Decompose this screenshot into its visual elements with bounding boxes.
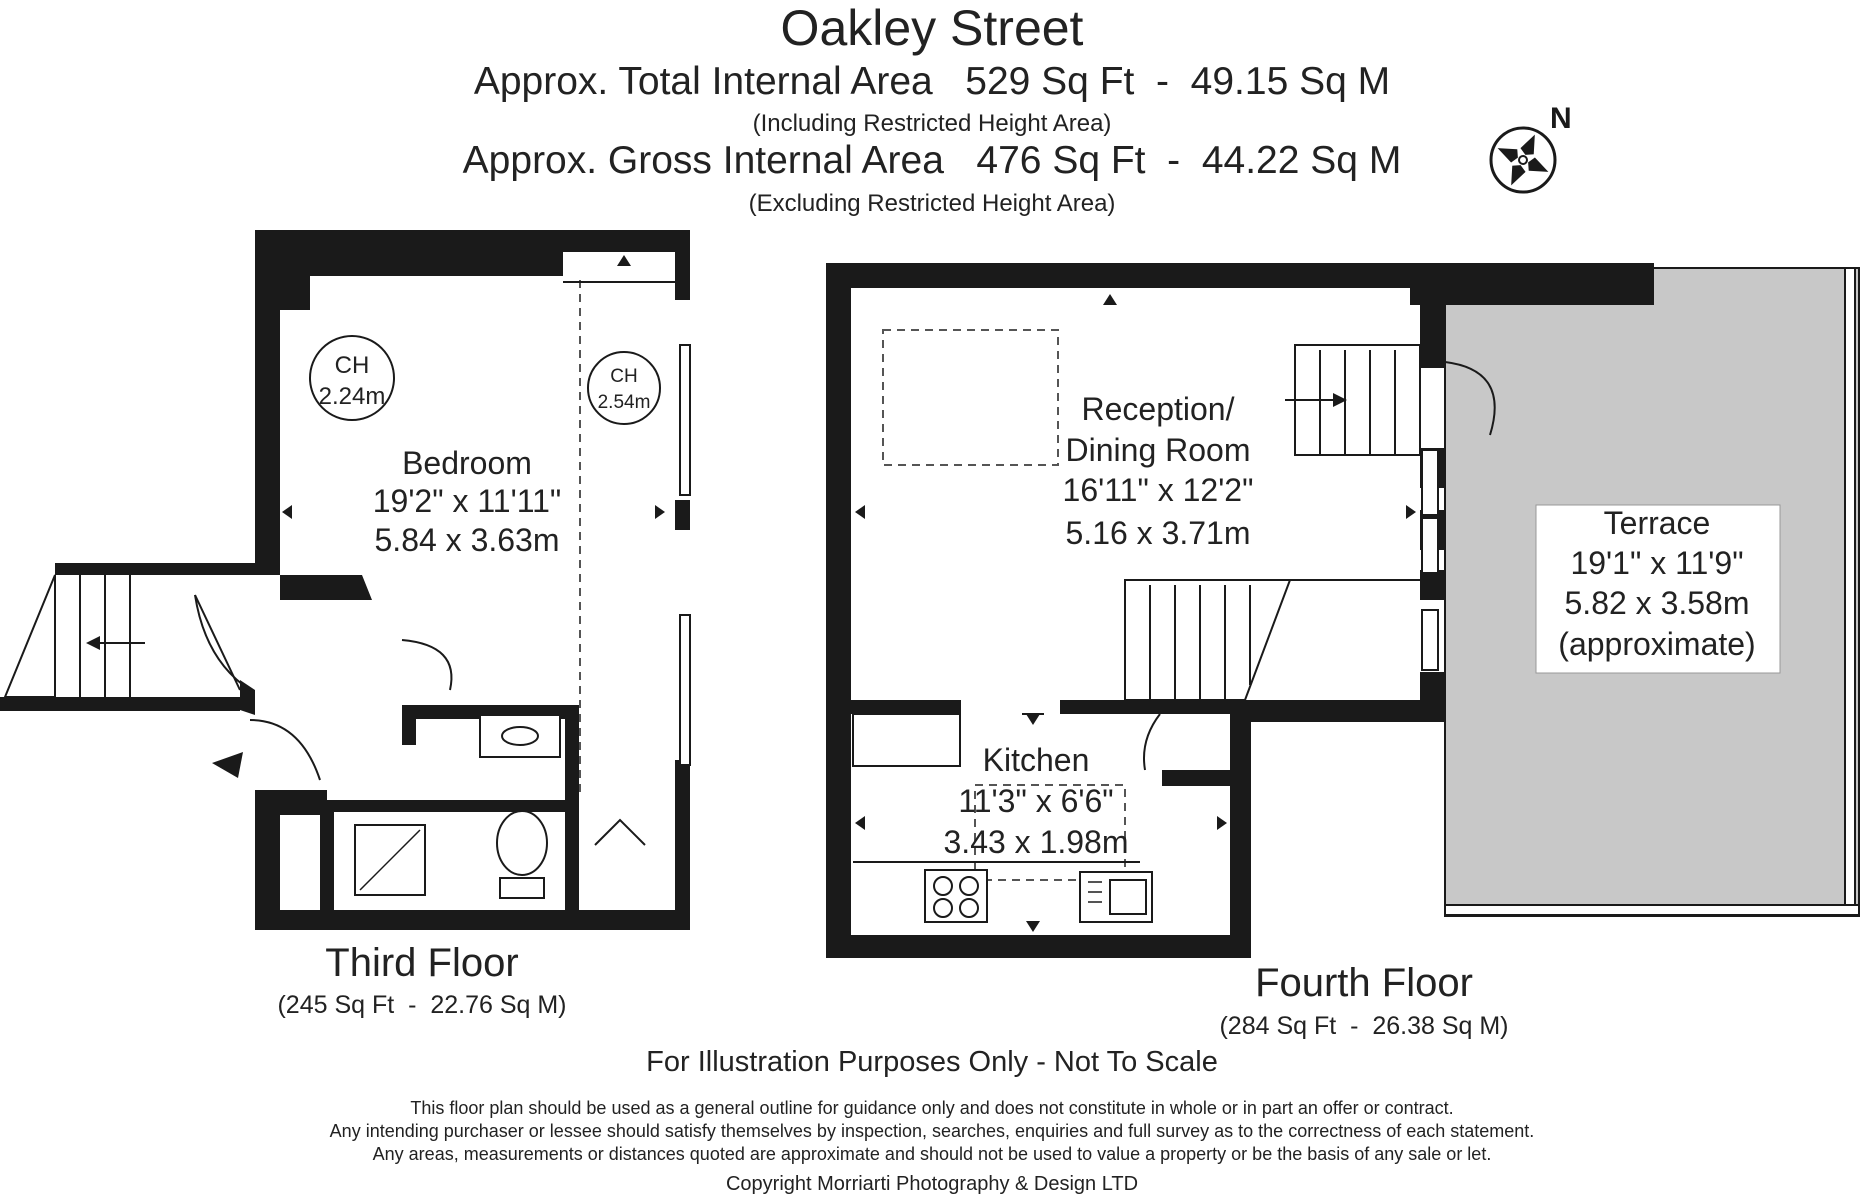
- total-area-line: Approx. Total Internal Area 529 Sq Ft - 49.15 Sq M: [473, 60, 1391, 103]
- third-floor-staircase: [0, 563, 255, 711]
- copyright: Copyright Morriarti Photography & Design LTD: [725, 1173, 1139, 1195]
- bedroom-imperial: 19'2" x 11'11": [372, 483, 562, 519]
- terrace-imperial: 19'1" x 11'9": [1570, 545, 1744, 581]
- fourth-floor-area: (284 Sq Ft - 26.38 Sq M): [1219, 1012, 1509, 1040]
- disclaimer-line-1: This floor plan should be used as a general outline for guidance only and does not constitute in whole or in part an offer or contract.: [410, 1098, 1454, 1118]
- kitchen-metric: 3.43 x 1.98m: [943, 824, 1129, 860]
- bedroom-metric: 5.84 x 3.63m: [374, 522, 560, 558]
- fourth-floor-title: Fourth Floor: [1255, 961, 1473, 1005]
- disclaimer-line-3: Any areas, measurements or distances quoted are approximate and should not be used to value a property or be the basis of any sale or let.: [372, 1144, 1492, 1164]
- kitchen-imperial: 11'3" x 6'6": [958, 783, 1114, 819]
- gross-area-line: Approx. Gross Internal Area 476 Sq Ft - 44.22 Sq M: [462, 139, 1402, 182]
- third-floor-plan: [0, 230, 690, 930]
- reception-metric: 5.16 x 3.71m: [1065, 515, 1251, 551]
- terrace-note: (approximate): [1558, 626, 1756, 662]
- third-floor-area: (245 Sq Ft - 22.76 Sq M): [277, 991, 567, 1019]
- disclaimer-line-2: Any intending purchaser or lessee should satisfy themselves by inspection, searches, enquiries and full survey as to the correctness of each statement.: [329, 1121, 1535, 1141]
- gross-area-note: (Excluding Restricted Height Area): [748, 190, 1116, 217]
- ceiling-height-right-label: CH: [610, 366, 638, 387]
- bedroom-name: Bedroom: [402, 445, 532, 481]
- reception-name-line1: Reception/: [1081, 391, 1235, 427]
- compass-north-label: N: [1550, 102, 1572, 135]
- ceiling-height-left-label: CH: [334, 352, 370, 379]
- reception-imperial: 16'11" x 12'2": [1062, 472, 1254, 508]
- kitchen-name: Kitchen: [982, 742, 1090, 778]
- total-area-note: (Including Restricted Height Area): [752, 110, 1112, 137]
- terrace-metric: 5.82 x 3.58m: [1564, 585, 1750, 621]
- ceiling-height-right-value: 2.54m: [597, 392, 651, 413]
- terrace-name: Terrace: [1603, 505, 1711, 541]
- third-floor-title: Third Floor: [325, 941, 519, 985]
- page-title: Oakley Street: [780, 0, 1084, 56]
- ceiling-height-left-value: 2.24m: [318, 383, 386, 410]
- illustration-note: For Illustration Purposes Only - Not To Scale: [646, 1046, 1218, 1078]
- reception-name-line2: Dining Room: [1065, 432, 1251, 468]
